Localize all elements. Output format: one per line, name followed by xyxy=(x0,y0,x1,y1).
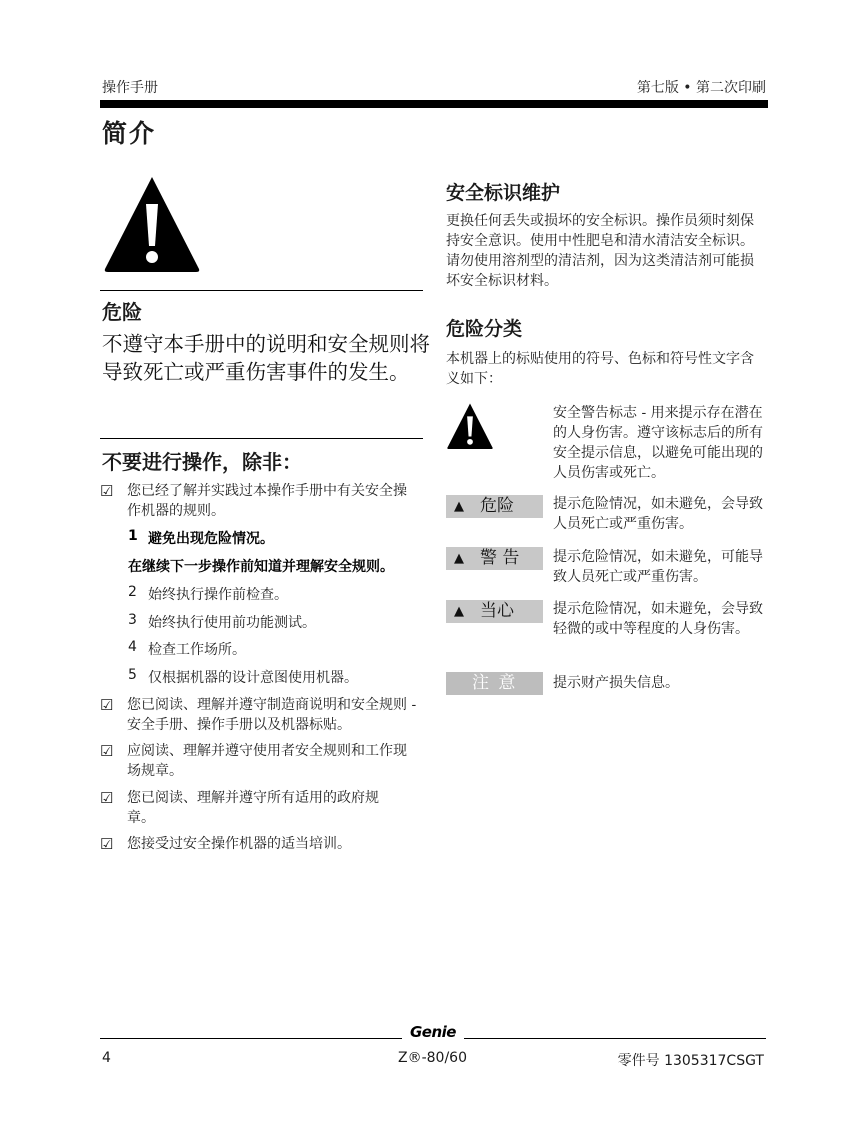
step-number: 1 xyxy=(128,528,138,544)
page-number: 4 xyxy=(102,1050,111,1066)
safety-alert-icon xyxy=(446,402,494,450)
header-edition: 第七版 • 第二次印刷 xyxy=(636,80,766,96)
footer-rule-right xyxy=(464,1038,766,1039)
notice-label-description: 提示财产损失信息。 xyxy=(553,675,679,691)
checkbox-icon: ☑ xyxy=(100,789,114,807)
footer-rule-left xyxy=(100,1038,402,1039)
step-number: 5 xyxy=(128,667,137,683)
alert-icon: ▲ xyxy=(454,604,464,619)
part-number: 零件号 1305317CSGT xyxy=(617,1053,764,1069)
notice-label-text: 注 意 xyxy=(472,673,518,693)
step-text: 始终执行使用前功能测试。 xyxy=(148,615,316,631)
checkbox-icon: ☑ xyxy=(100,696,114,714)
genie-logo: Genie xyxy=(410,1023,456,1041)
step-number: 4 xyxy=(128,639,137,655)
step-number: 3 xyxy=(128,612,137,628)
alert-icon: ▲ xyxy=(454,551,464,566)
header-rule xyxy=(100,100,768,108)
model-name: Z®-80/60 xyxy=(398,1050,467,1066)
step-text: 仅根据机器的设计意图使用机器。 xyxy=(148,670,358,686)
alert-icon: ▲ xyxy=(454,499,464,514)
step-number: 2 xyxy=(128,584,137,600)
classification-heading: 危险分类 xyxy=(446,318,523,340)
checkbox-icon: ☑ xyxy=(100,742,114,760)
danger-heading: 危险 xyxy=(102,300,142,324)
warning-label-text: 警 告 xyxy=(480,548,520,568)
warning-label-badge xyxy=(446,547,543,570)
classification-intro: 本机器上的标贴使用的符号、色标和符号性文字含义如下： xyxy=(446,351,754,387)
caution-label-badge xyxy=(446,600,543,623)
step-text: 在继续下一步操作前知道并理解安全规则。 xyxy=(128,559,394,575)
caution-label-text: 当心 xyxy=(480,601,514,621)
step-text: 检查工作场所。 xyxy=(148,642,246,658)
checkbox-icon: ☑ xyxy=(100,482,114,500)
danger-label-text: 危险 xyxy=(480,496,514,516)
alert-symbol-description: 安全警告标志 - 用来提示存在潜在的人身伤害。遵守该标志后的所有安全提示信息，以避免可能出现的人员伤害或死亡。 xyxy=(553,405,763,481)
danger-text: 不遵守本手册中的说明和安全规则将导致死亡或严重伤害事件的发生。 xyxy=(102,332,430,384)
warning-label-description: 提示危险情况，如未避免，可能导致人员死亡或严重伤害。 xyxy=(553,549,763,585)
checklist-item: 您已阅读、理解并遵守制造商说明和安全规则 - 安全手册、操作手册以及机器标贴。 xyxy=(127,697,417,733)
warning-triangle-icon xyxy=(102,174,202,274)
maintenance-text: 更换任何丢失或损坏的安全标识。操作员须时刻保持安全意识。使用中性肥皂和清水清洁安全标识。请勿使用溶剂型的清洁剂，因为这类清洁剂可能损坏安全标识材料。 xyxy=(446,213,754,289)
maintenance-heading: 安全标识维护 xyxy=(446,182,561,204)
page-title: 简介 xyxy=(102,119,157,148)
section-divider xyxy=(100,438,423,439)
checklist-item: 应阅读、理解并遵守使用者安全规则和工作现场规章。 xyxy=(127,743,407,779)
danger-divider xyxy=(100,290,423,291)
checklist-item: 您已阅读、理解并遵守所有适用的政府规章。 xyxy=(127,790,379,826)
caution-label-description: 提示危险情况，如未避免，会导致轻微的或中等程度的人身伤害。 xyxy=(553,601,763,637)
checklist-item: 您已经了解并实践过本操作手册中有关安全操作机器的规则。 xyxy=(127,483,407,519)
checklist-item: 您接受过安全操作机器的适当培训。 xyxy=(127,836,351,852)
step-text: 始终执行操作前检查。 xyxy=(148,587,288,603)
header-manual-title: 操作手册 xyxy=(102,80,158,96)
no-operate-heading: 不要进行操作，除非： xyxy=(102,450,302,474)
danger-label-description: 提示危险情况，如未避免，会导致人员死亡或严重伤害。 xyxy=(553,496,763,532)
step-text: 避免出现危险情况。 xyxy=(148,531,274,547)
notice-label-badge xyxy=(446,672,543,695)
danger-label-badge xyxy=(446,495,543,518)
checkbox-icon: ☑ xyxy=(100,835,114,853)
